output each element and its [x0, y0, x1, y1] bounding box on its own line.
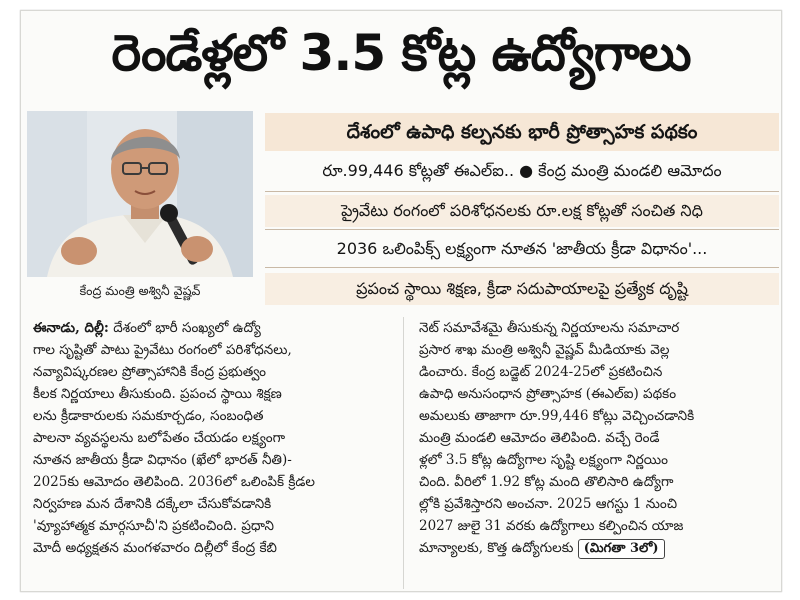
article-line: చింది. వీరిలో 1.92 కోట్ల మంది తొలిసారి ఉద్యోగా — [419, 474, 674, 490]
article-line-text: మాన్యాలకు, కొత్త ఉద్యోగులకు — [419, 540, 574, 556]
deck-line-2: ప్రైవేటు రంగంలో పరిశోధనలకు రూ.లక్ష కోట్లతో సంచిత నిధి — [265, 195, 779, 227]
article-line: పాలనా వ్యవస్థలను బలోపేతం చేయడం లక్ష్యంగా — [33, 430, 286, 446]
divider — [265, 229, 779, 230]
article-line: గాల సృష్టితో పాటు ప్రైవేటు రంగంలో పరిశోధనలు, — [33, 342, 292, 358]
article-line: మంత్రి మండలి ఆమోదం తెలిపింది. వచ్చే రెండే — [419, 430, 660, 446]
deck-line-1: రూ.99,446 కోట్లతో ఈఎల్ఐ.. ● కేంద్ర మంత్రి మండలి ఆమోదం — [322, 161, 722, 180]
article-line: 'వ్యూహాత్మక మార్గసూచీ'ని ప్రకటించింది. ప్రధాని — [33, 518, 275, 534]
minister-photo — [27, 111, 253, 277]
article-line: ప్రసార శాఖ మంత్రి అశ్వినీ వైష్ణవ్ మీడియాకు వెల్ల — [419, 342, 670, 358]
article-line: కీలక నిర్ణయాలు తీసుకుంది. ప్రపంచ స్థాయి శిక్షణ — [33, 386, 282, 402]
article-line-text: దేశంలో భారీ సంఖ్యలో ఉద్యో — [113, 320, 261, 336]
headline: రెండేళ్లలో 3.5 కోట్ల ఉద్యోగాలు — [111, 23, 691, 82]
deck-line-3: 2036 ఒలింపిక్స్ లక్ష్యంగా నూతన 'జాతీయ క్రీడా విధానం'... — [336, 239, 708, 258]
divider — [265, 191, 779, 192]
article-column-left — [33, 317, 387, 589]
article-column-right — [419, 317, 773, 589]
article-line: 2027 జులై 31 వరకు ఉద్యోగాలు కల్పించిన యాజ — [419, 518, 684, 534]
article-line: 2025కు ఆమోదం తెలిపింది. 2036లో ఒలింపిక్ క్రీడల — [33, 474, 315, 490]
article-line — [33, 317, 387, 339]
minister-photo-image — [27, 111, 253, 277]
article-line: అమలుకు తాజాగా రూ.99,446 కోట్లు వెచ్చించడానికి — [419, 408, 695, 424]
divider — [265, 267, 779, 268]
article-line: ల్లోకి ప్రవేశిస్తారని అంచనా. 2025 ఆగస్టు 1 నుంచి — [419, 496, 678, 512]
column-divider — [403, 317, 404, 589]
continued-on-page-label: (మిగతా 3లో) — [578, 539, 665, 559]
article-line: నిర్వహణ మన దేశానికి దక్కేలా చేసుకోవడానికి — [33, 496, 272, 512]
article-line: నెట్ సమావేశమై తీసుకున్న నిర్ణయాలను సమాచార — [419, 320, 680, 336]
article-line: లను క్రీడాకారులకు సమకూర్చడం, సంబంధిత — [33, 408, 264, 424]
article-line: నూతన జాతీయ క్రీడా విధానం (ఖేలో భారత్ నీతి)- — [33, 452, 292, 468]
article-line: ళ్లలో 3.5 కోట్ల ఉద్యోగాల సృష్టి లక్ష్యంగా నిర్ణయిం — [419, 452, 668, 468]
deck-line-4: ప్రపంచ స్థాయి శిక్షణ, క్రీడా సదుపాయాలపై ప్రత్యేక దృష్టి — [265, 273, 779, 305]
dateline: ఈనాడు, దిల్లీ: — [33, 320, 109, 336]
article-line: మోదీ అధ్యక్షతన మంగళవారం దిల్లీలో కేంద్ర కేబి — [33, 540, 277, 556]
article-line: నవ్యావిష్కరణల ప్రోత్సాహానికి కేంద్ర ప్రభుత్వం — [33, 364, 266, 380]
main-deck: దేశంలో ఉపాధి కల్పనకు భారీ ప్రోత్సాహక పథకం — [265, 113, 779, 151]
article-line: డించారు. కేంద్ర బడ్జెట్ 2024-25లో ప్రకటించిన — [419, 364, 663, 380]
news-clipping — [20, 10, 782, 592]
continued-text: మిగతా 3లో — [589, 541, 653, 556]
photo-caption: కేంద్ర మంత్రి అశ్వినీ వైష్ణవ్ — [79, 283, 201, 298]
article-body — [33, 317, 773, 589]
article-line: ఉపాధి అనుసంధాన ప్రోత్సాహక (ఈఎల్ఐ) పథకం — [419, 386, 677, 402]
article-line — [419, 537, 773, 559]
